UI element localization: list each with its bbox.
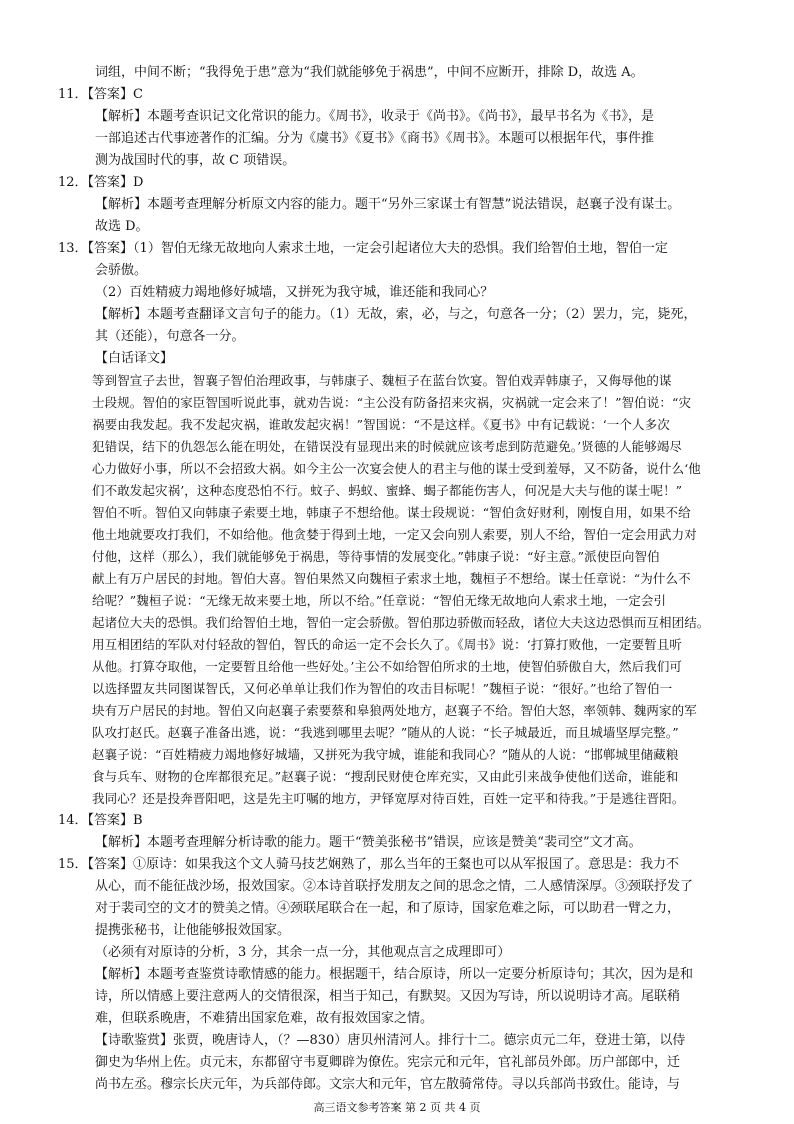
explanation-text-line: 【白话译文】 [95,351,174,366]
explanation-text-line: 【解析】本题考查理解分析原文内容的能力。题干“另外三家谋士有智慧”说法错误，赵襄子没有谋士。 [95,197,681,212]
translation-text-line: 队攻打赵氏。赵襄子准备出逃，说：“我逃到哪里去呢？”随从的人说：“长子城最近，而且城墙坚厚完整。” [92,725,679,740]
explanation-text-line: 【解析】本题考查翻译文言句子的能力。（1）无故，索，必，与之，句意各一分；（2）罢力，完，毙死， [95,307,697,322]
page-footer: 高三语文参考答案 第 2 页 共 4 页 [313,1101,481,1114]
translation-text-line: 用互相团结的军队对付轻敌的智伯，智氏的命运一定不会长久了。《周书》说：‘打算打败他，一定要暂且听 [92,637,683,652]
translation-text-line: 他土地就要攻打我们，不如给他。他贪婪于得到土地，一定又会向别人索要，别人不给，智伯一定会用武力对 [92,527,697,542]
question-answer-line: 15．【答案】①原诗：如果我这个文人骑马技艺娴熟了，那么当年的王粲也可以从军报国了。意思是：我力不 [58,857,680,872]
translation-text-line: 起诸位大夫的恐惧。我们给智伯土地，智伯一定会骄傲。智伯那边骄傲而轻敌，诸位大夫这边恐惧而互相团结。 [92,615,710,630]
question-answer-line: 11．【答案】C [58,87,143,102]
translation-text-line: 付他，这样（那么），我们就能够免于祸患，等待事情的发展变化。”韩康子说：“好主意。”派使臣向智伯 [92,549,660,564]
explanation-text-line: 对于裴司空的文才的赞美之情。④颈联尾联合在一起，和了原诗，国家危难之际，可以助君一臂之力， [95,901,681,916]
explanation-text-line: （必须有对原诗的分析，3 分，其余一点一分，其他观点言之成理即可） [95,945,511,960]
translation-text-line: 赵襄子说：“百姓精疲力竭地修好城墙，又拼死为我守城，谁能和我同心？”随从的人说：“邯郸城里储藏粮 [92,747,679,762]
explanation-text-line: 难，但联系晚唐，不难猜出国家危难，故有报效国家之情。 [95,1011,434,1026]
translation-text-line: 块有万户居民的封地。智伯又向赵襄子索要蔡和皋狼两处地方，赵襄子不给。智伯大怒，率领韩、魏两家的军 [92,703,697,718]
translation-text-line: 以选择盟友共同图谋智氏，又何必单单让我们作为智伯的攻击目标呢！”魏桓子说：“很好。”也给了智伯一 [92,681,673,696]
explanation-text-line: 会骄傲。 [95,263,148,278]
question-answer-line: 13．【答案】（1）智伯无缘无故地向人索求土地，一定会引起诸位大夫的恐惧。我们给智伯土地，智伯一定 [58,241,668,256]
explanation-text-line: 诗，所以情感上要注意两人的交情很深，相当于知己，有默契。又因为写诗，所以说明诗才高。尾联稍 [95,989,681,1004]
explanation-text-line: 【诗歌鉴赏】张贾，晚唐诗人，（？—830）唐贝州清河人。排行十二。德宗贞元二年，登进士第，以侍 [95,1033,686,1048]
translation-text-line: 智伯不听。智伯又向韩康子索要土地，韩康子不想给他。谋士段规说：“智伯贪好财利，刚愎自用，如果不给 [92,505,691,520]
explanation-text-line: 从心，而不能征战沙场，报效国家。②本诗首联抒发朋友之间的思念之情，二人感情深厚。③颈联抒发了 [95,879,694,894]
explanation-text-line: 提携张秘书，让他能够报效国家。 [95,923,291,938]
translation-text-line: 心力做好小事，所以不会招致大祸。如今主公一次宴会使人的君主与他的谋士受到羞辱，又不防备，说什么‘他 [92,461,701,476]
explanation-text-line: （2）百姓精疲力竭地修好城墙，又拼死为我守城，谁还能和我同心？ [95,285,494,300]
translation-text-line: 给呢？”魏桓子说：“无缘无故来要土地，所以不给。”任章说：“智伯无缘无故地向人索求土地，一定会引 [92,593,667,608]
translation-text-line: 们不敢发起灾祸’，这种态度恐怕不行。蚊子、蚂蚁、蜜蜂、蝎子都能伤害人，何况是大夫与他的谋士呢！” [92,483,683,498]
explanation-text-line: 御史为华州上佐。贞元末，东都留守韦夏卿辟为僚佐。宪宗元和元年，官礼部员外郎。历户部郎中，迁 [95,1055,681,1070]
question-answer-line: 14．【答案】B [58,813,143,828]
translation-text-line: 从他。打算夺取他，一定要暂且给他一些好处。’主公不如给智伯所求的土地，使智伯骄傲自大，然后我们可 [92,659,683,674]
translation-text-line: 献上有万户居民的封地。智伯大喜。智伯果然又向魏桓子索求土地，魏桓子不想给。谋士任章说：“为什么不 [92,571,691,586]
translation-text-line: 食与兵车、财物的仓库都很充足。”赵襄子说：“搜刮民财使仓库充实，又由此引来战争使他们送命，谁能和 [92,769,679,784]
translation-text-line: 祸要由我发起。我不发起灾祸，谁敢发起灾祸！”智国说：“不是这样。《夏书》中有记载说：‘一个人多次 [92,417,670,432]
explanation-text-line: 其（还能），句意各一分。 [95,329,245,344]
explanation-text-line: 测为战国时代的事，故 C 项错误。 [95,153,296,168]
explanation-text-line: 【解析】本题考查理解分析诗歌的能力。题干“赞美张秘书”错误，应该是赞美“裴司空”文才高。 [95,835,642,850]
explanation-text-line: 尚书左丞。穆宗长庆元年，为兵部侍郎。文宗大和元年，官左散骑常侍。寻以兵部尚书致仕。能诗，与 [95,1077,681,1092]
explanation-text-line: 【解析】本题考查鉴赏诗歌情感的能力。根据题干，结合原诗，所以一定要分析原诗句；其次，因为是和 [95,967,694,982]
explanation-text-line: 故选 D。 [95,219,149,234]
explanation-text-line: 一部追述古代事迹著作的汇编。分为《虞书》《夏书》《商书》《周书》。本题可以根据年代，事件推 [95,131,655,146]
explanation-text-line: 【解析】本题考查识记文化常识的能力。《周书》，收录于《尚书》。《尚书》，最早书名为《书》，是 [95,109,655,124]
translation-text-line: 犯错误，结下的仇怨怎么能在明处，在错误没有显现出来的时候就应该考虑到防范避免。’贤德的人能够竭尽 [92,439,683,454]
translation-text-line: 士段规。智伯的家臣智国听说此事，就劝告说：“主公没有防备招来灾祸，灾祸就一定会来了！”智伯说：“灾 [92,395,692,410]
question-answer-line: 12．【答案】D [58,175,144,190]
explanation-text-line: 词组，中间不断；“我得免于患”意为“我们就能够免于祸患”，中间不应断开，排除 D，故选 A。 [95,65,644,80]
translation-text-line: 我同心？还是投奔晋阳吧，这是先主叮嘱的地方，尹铎宽厚对待百姓，百姓一定平和待我。”于是逃往晋阳。 [92,791,685,806]
translation-text-line: 等到智宣子去世，智襄子智伯治理政事，与韩康子、魏桓子在蓝台饮宴。智伯戏弄韩康子，又侮辱他的谋 [92,373,672,388]
